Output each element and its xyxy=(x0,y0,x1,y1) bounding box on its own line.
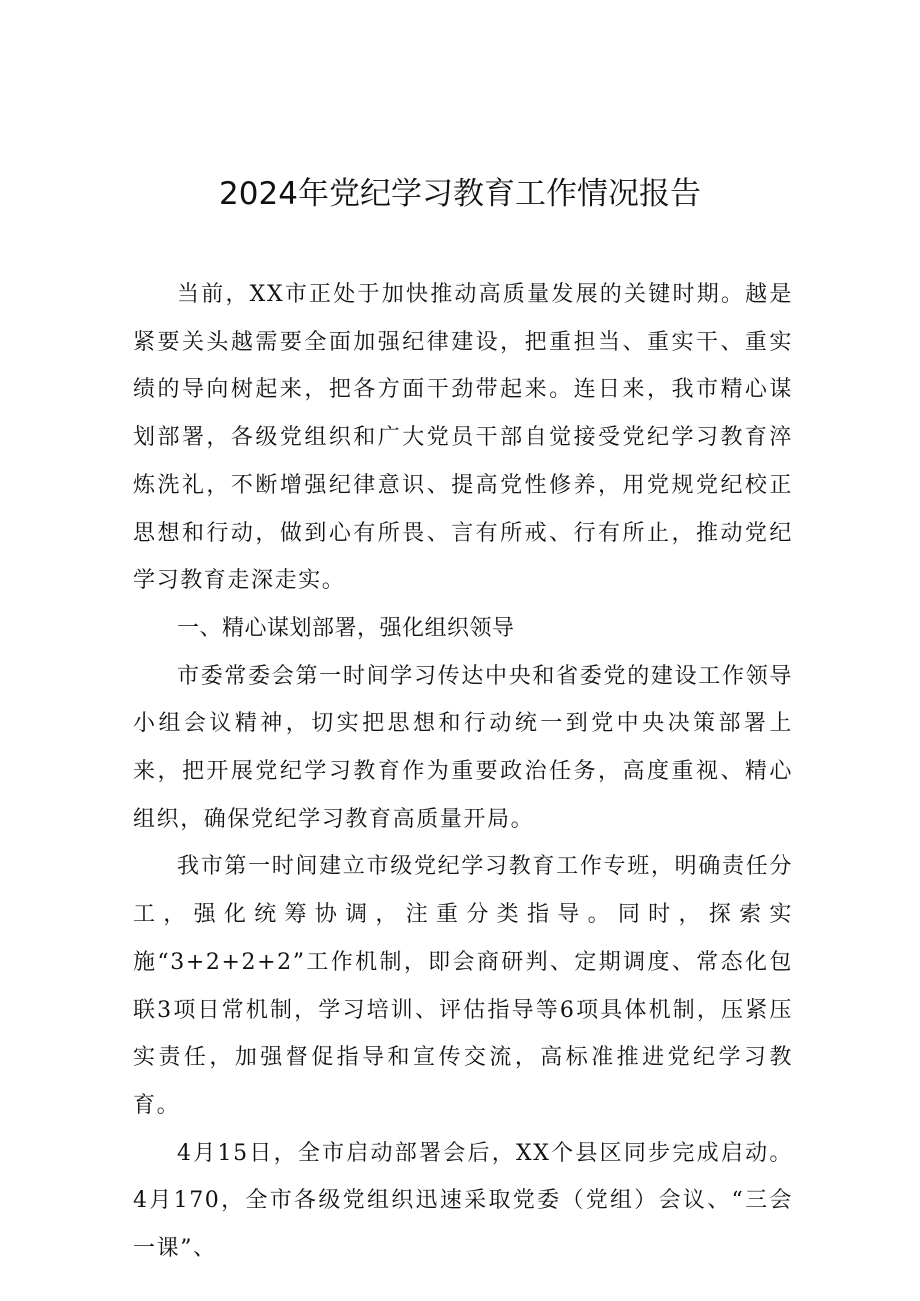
section-heading-1: 一、精心谋划部署，强化组织领导 xyxy=(177,615,515,641)
section1-paragraph-2: 我市第一时间建立市级党纪学习教育工作专班，明确责任分工，强化统筹协调，注重分类指导。同时，探索实施“3+2+2+2”工作机制，即会商研判、定期调度、常态化包联3项日常机制，学习培训、评估指导等6项具体机制，压紧压实责任，加强督促指导和宣传交流，高标准推进党纪学习教育。 xyxy=(133,854,793,1118)
document-body xyxy=(133,271,793,1273)
section1-paragraph-1: 市委常委会第一时间学习传达中央和省委党的建设工作领导小组会议精神，切实把思想和行动统一到党中央决策部署上来，把开展党纪学习教育作为重要政治任务，高度重视、精心组织，确保党纪学习教育高质量开局。 xyxy=(133,663,793,832)
intro-paragraph: 当前，XX市正处于加快推动高质量发展的关键时期。越是紧要关头越需要全面加强纪律建设，把重担当、重实干、重实绩的导向树起来，把各方面干劲带起来。连日来，我市精心谋划部署，各级党组织和广大党员干部自觉接受党纪学习教育淬炼洗礼，不断增强纪律意识、提高党性修养，用党规党纪校正思想和行动，做到心有所畏、言有所戒、行有所止，推动党纪学习教育走深走实。 xyxy=(133,282,793,594)
document-title: 2024年党纪学习教育工作情况报告 xyxy=(219,176,701,212)
section1-paragraph-3: 4月15日，全市启动部署会后，XX个县区同步完成启动。4月170，全市各级党组织迅速采取党委（党组）会议、“三会一课”、 xyxy=(133,1140,793,1262)
